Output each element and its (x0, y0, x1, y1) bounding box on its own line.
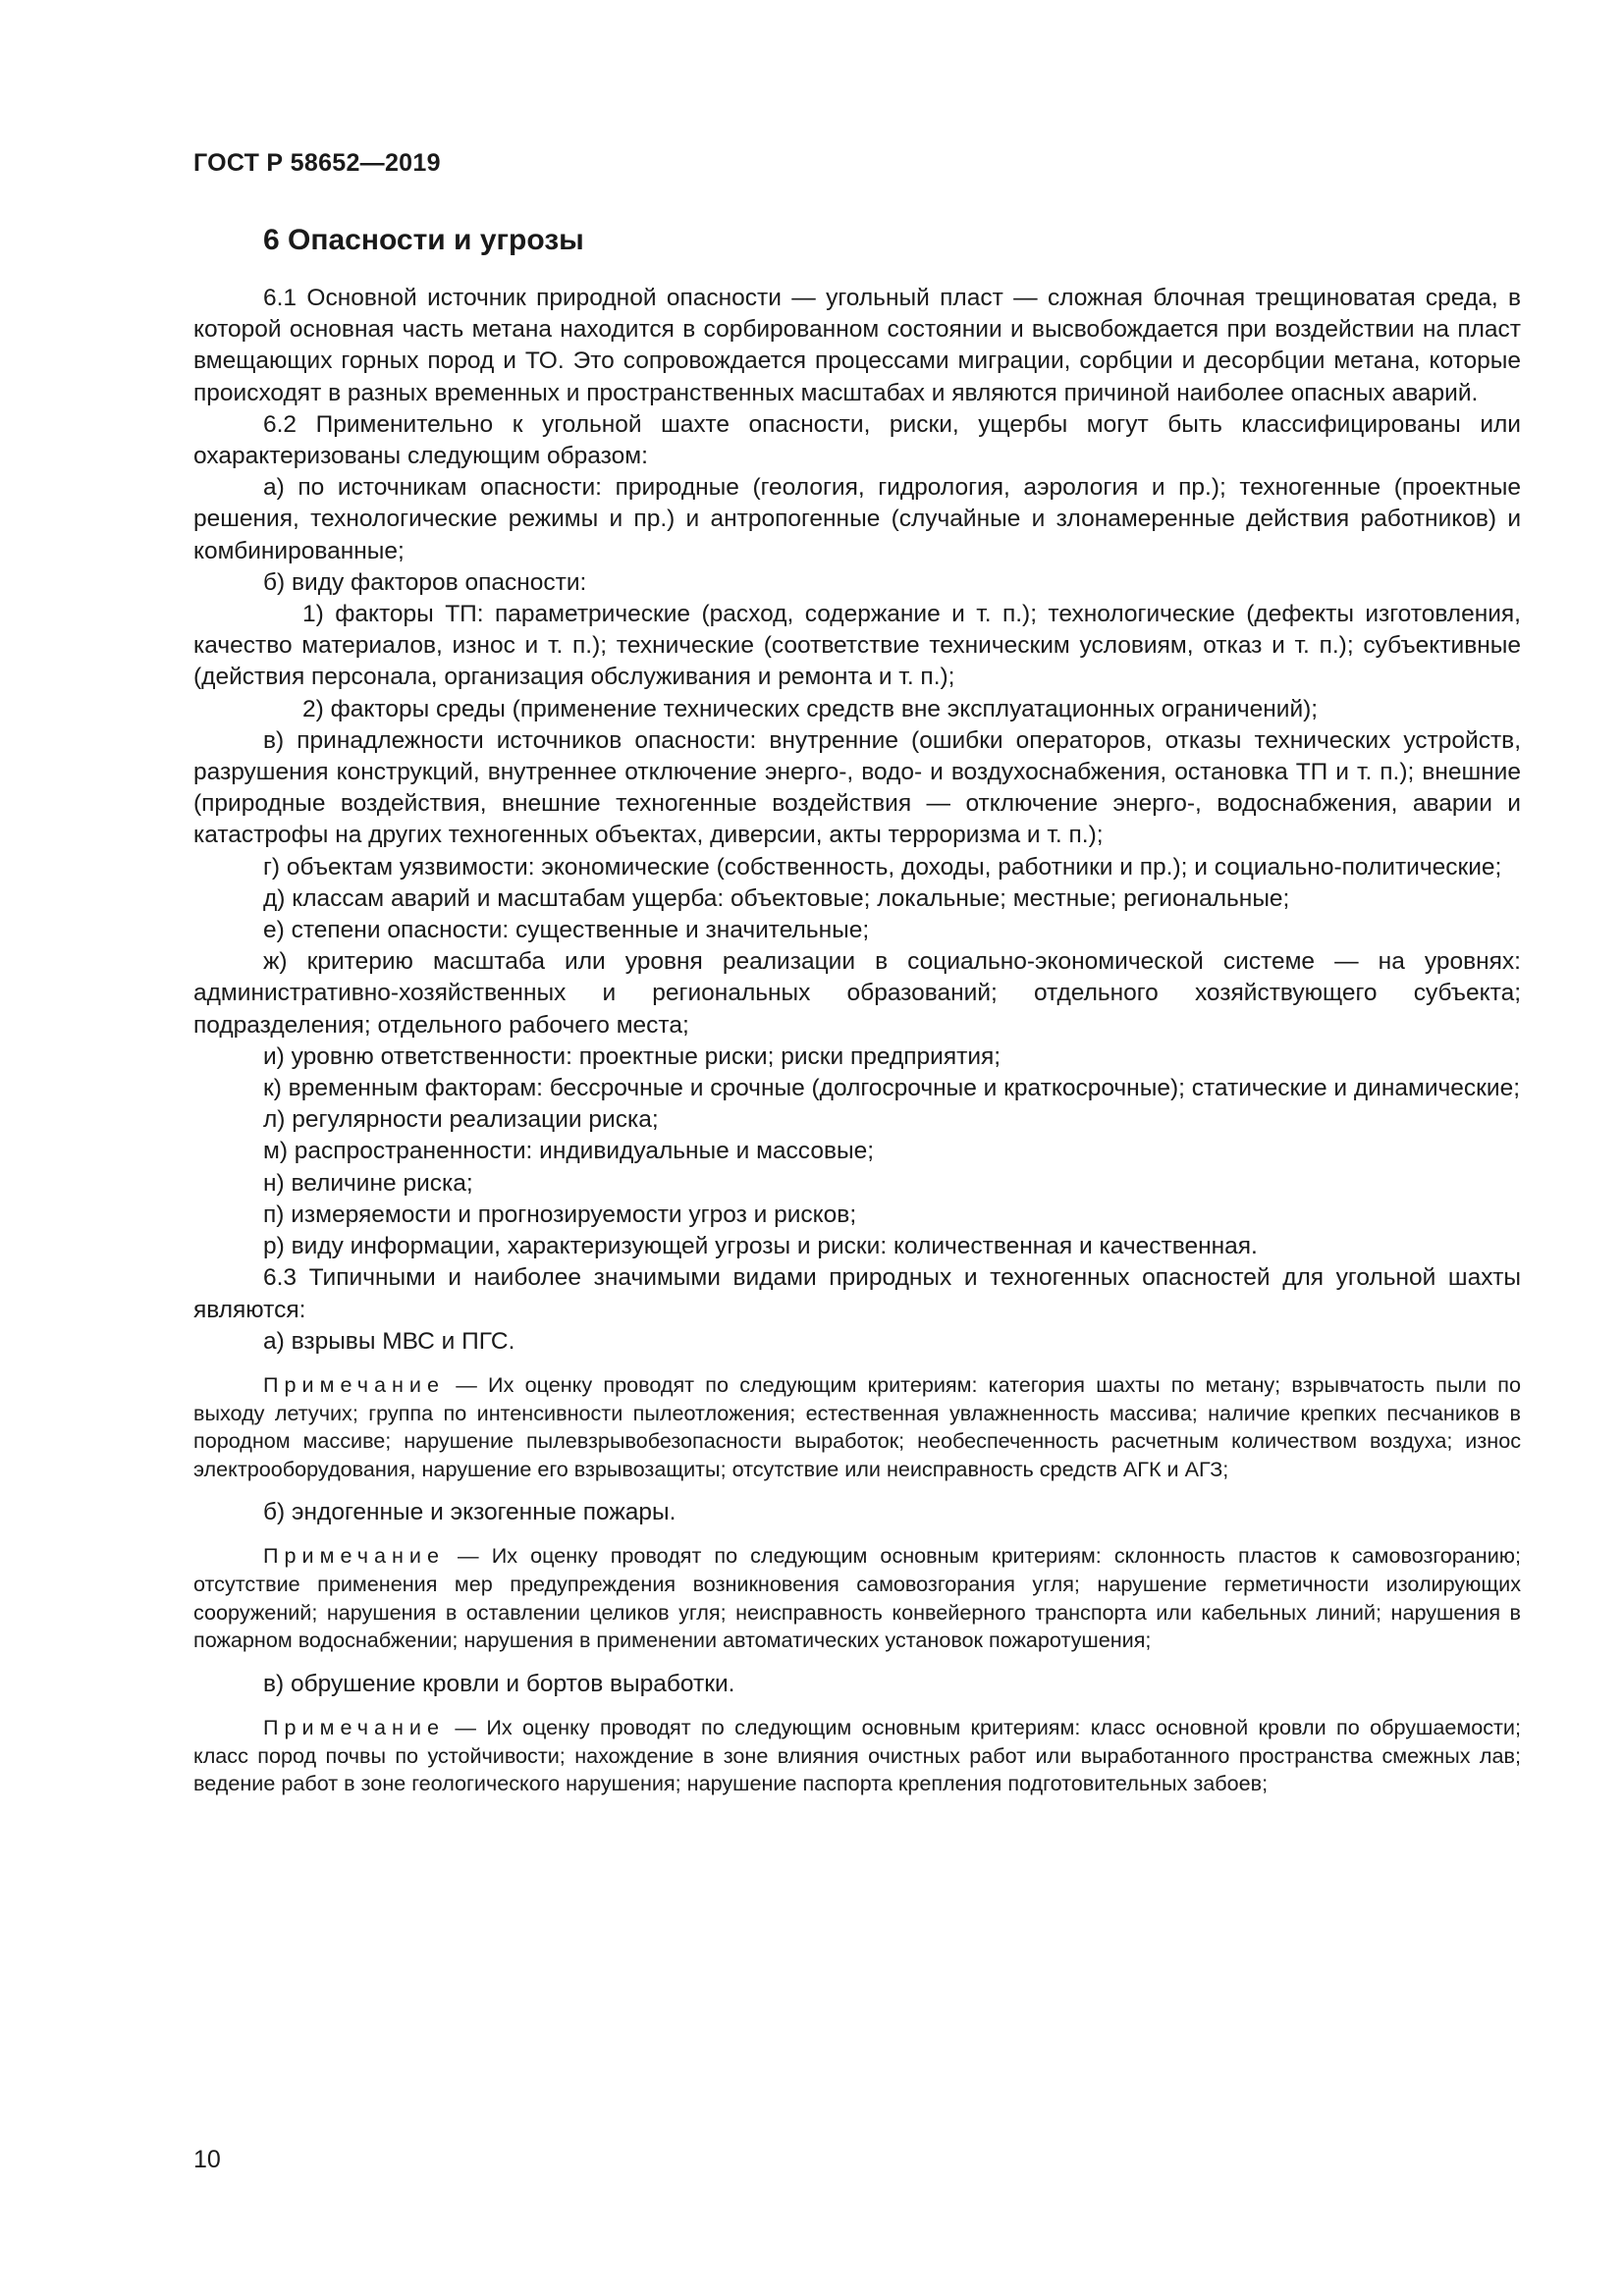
list-item: н) величине риска; (263, 1169, 473, 1197)
document-header: ГОСТ Р 58652—2019 (193, 149, 441, 177)
note (193, 1714, 1521, 1798)
list-item: и) уровню ответственности: проектные риски; риски предприятия; (263, 1042, 1001, 1070)
note (193, 1371, 1521, 1483)
paragraph-6-1: 6.1 Основной источник природной опасности — угольный пласт — сложная блочная трещиноватая среда, в которой основная часть метана находится в сорбированном состоянии и высвобождается при воздействии на пласт вмещающих горных пород и ТО. Это сопровождается процессами миграции, сорбции и десорбции метана, которые происходят в разных временных и пространственных масштабах и являются причиной наиболее опасных аварий. (193, 285, 1521, 406)
page-number: 10 (193, 2146, 221, 2173)
hazard-item: а) взрывы МВС и ПГС. (263, 1327, 515, 1355)
list-item: б) виду факторов опасности: (263, 568, 587, 596)
note-text: — Их оценку проводят по следующим основным критериям: класс основной кровли по обрушаемости; класс пород почвы по устойчивости; нахождение в зоне влияния очистных работ или выработанного пространства смежных лав; ведение работ в зоне геологического нарушения; нарушение паспорта крепления подготовительных забоев; (193, 1715, 1521, 1796)
sub-list-item: 2) факторы среды (применение технических средств вне эксплуатационных ограничений); (302, 695, 1319, 722)
list-item: г) объектам уязвимости: экономические (собственность, доходы, работники и пр.); и социально-политические; (263, 853, 1502, 881)
list-item: е) степени опасности: существенные и значительные; (263, 917, 870, 944)
sub-list-item: 1) факторы ТП: параметрические (расход, содержание и т. п.); технологические (дефекты изготовления, качество материалов, износ и т. п.); технические (соответствие техническим условиям, отказ и т. п.); субъективные (действия персонала, организация обслуживания и ремонта и т. п.); (193, 601, 1521, 691)
paragraph-6-3: 6.3 Типичными и наиболее значимыми видами природных и техногенных опасностей для угольной шахты являются: (193, 1264, 1521, 1323)
list-item: м) распространенности: индивидуальные и массовые; (263, 1138, 875, 1165)
list-item: к) временным факторам: бессрочные и срочные (долгосрочные и краткосрочные); статические и динамические; (263, 1075, 1521, 1102)
hazard-item: в) обрушение кровли и бортов выработки. (263, 1670, 735, 1697)
note-label: Примечание (263, 1371, 445, 1397)
paragraph-6-2: 6.2 Применительно к угольной шахте опасности, риски, ущербы могут быть классифицированы или охарактеризованы следующим образом: (193, 410, 1521, 470)
list-item: л) регулярности реализации риска; (263, 1106, 659, 1134)
list-item: р) виду информации, характеризующей угрозы и риски: количественная и качественная. (263, 1233, 1258, 1260)
note-text: — Их оценку проводят по следующим основным критериям: склонность пластов к самовозгоранию; отсутствие применения мер предупреждения возникновения самовозгорания угля; нарушение герметичности изолирующих сооружений; нарушения в оставлении целиков угля; неисправность конвейерного транспорта или кабельных линий; нарушения в пожарном водоснабжении; нарушения в применении автоматических установок пожаротушения; (193, 1543, 1521, 1653)
note-text: — Их оценку проводят по следующим критериям: категория шахты по метану; взрывчатость пыли по выходу летучих; группа по интенсивности пылеотложения; естественная увлажненность массива; наличие крепких песчаников в породном массиве; нарушение пылевзрывобезопасности выработок; необеспеченность расчетным количеством воздуха; износ электрооборудования, нарушение его взрывозащиты; отсутствие или неисправность средств АГК и АГЗ; (193, 1371, 1521, 1481)
list-item: п) измеряемости и прогнозируемости угроз и рисков; (263, 1201, 857, 1228)
section-title: 6 Опасности и угрозы (263, 224, 584, 256)
note-label: Примечание (263, 1715, 445, 1740)
list-item: ж) критерию масштаба или уровня реализации в социально-экономической системе — на уровнях: административно-хозяйственных и региональных образований; отдельного хозяйствующего субъекта; подразделения; отдельного рабочего места; (193, 948, 1521, 1039)
list-item: а) по источникам опасности: природные (геология, гидрология, аэрология и пр.); техногенные (проектные решения, технологические режимы и пр.) и антропогенные (случайные и злонамеренные действия работников) и комбинированные; (193, 474, 1521, 564)
list-item: д) классам аварий и масштабам ущерба: объектовые; локальные; местные; региональные; (263, 884, 1290, 912)
hazard-item: б) эндогенные и экзогенные пожары. (263, 1499, 677, 1526)
list-item: в) принадлежности источников опасности: внутренние (ошибки операторов, отказы технических устройств, разрушения конструкций, внутреннее отключение энерго-, водо- и воздухоснабжения, остановка ТП и т. п.); внешние (природные воздействия, внешние техногенные воздействия — отключение энерго-, водоснабжения, аварии и катастрофы на других техногенных объектах, диверсии, акты терроризма и т. п.); (193, 726, 1521, 849)
note-label: Примечание (263, 1543, 445, 1569)
note (193, 1542, 1521, 1654)
document-body (193, 283, 1521, 1812)
